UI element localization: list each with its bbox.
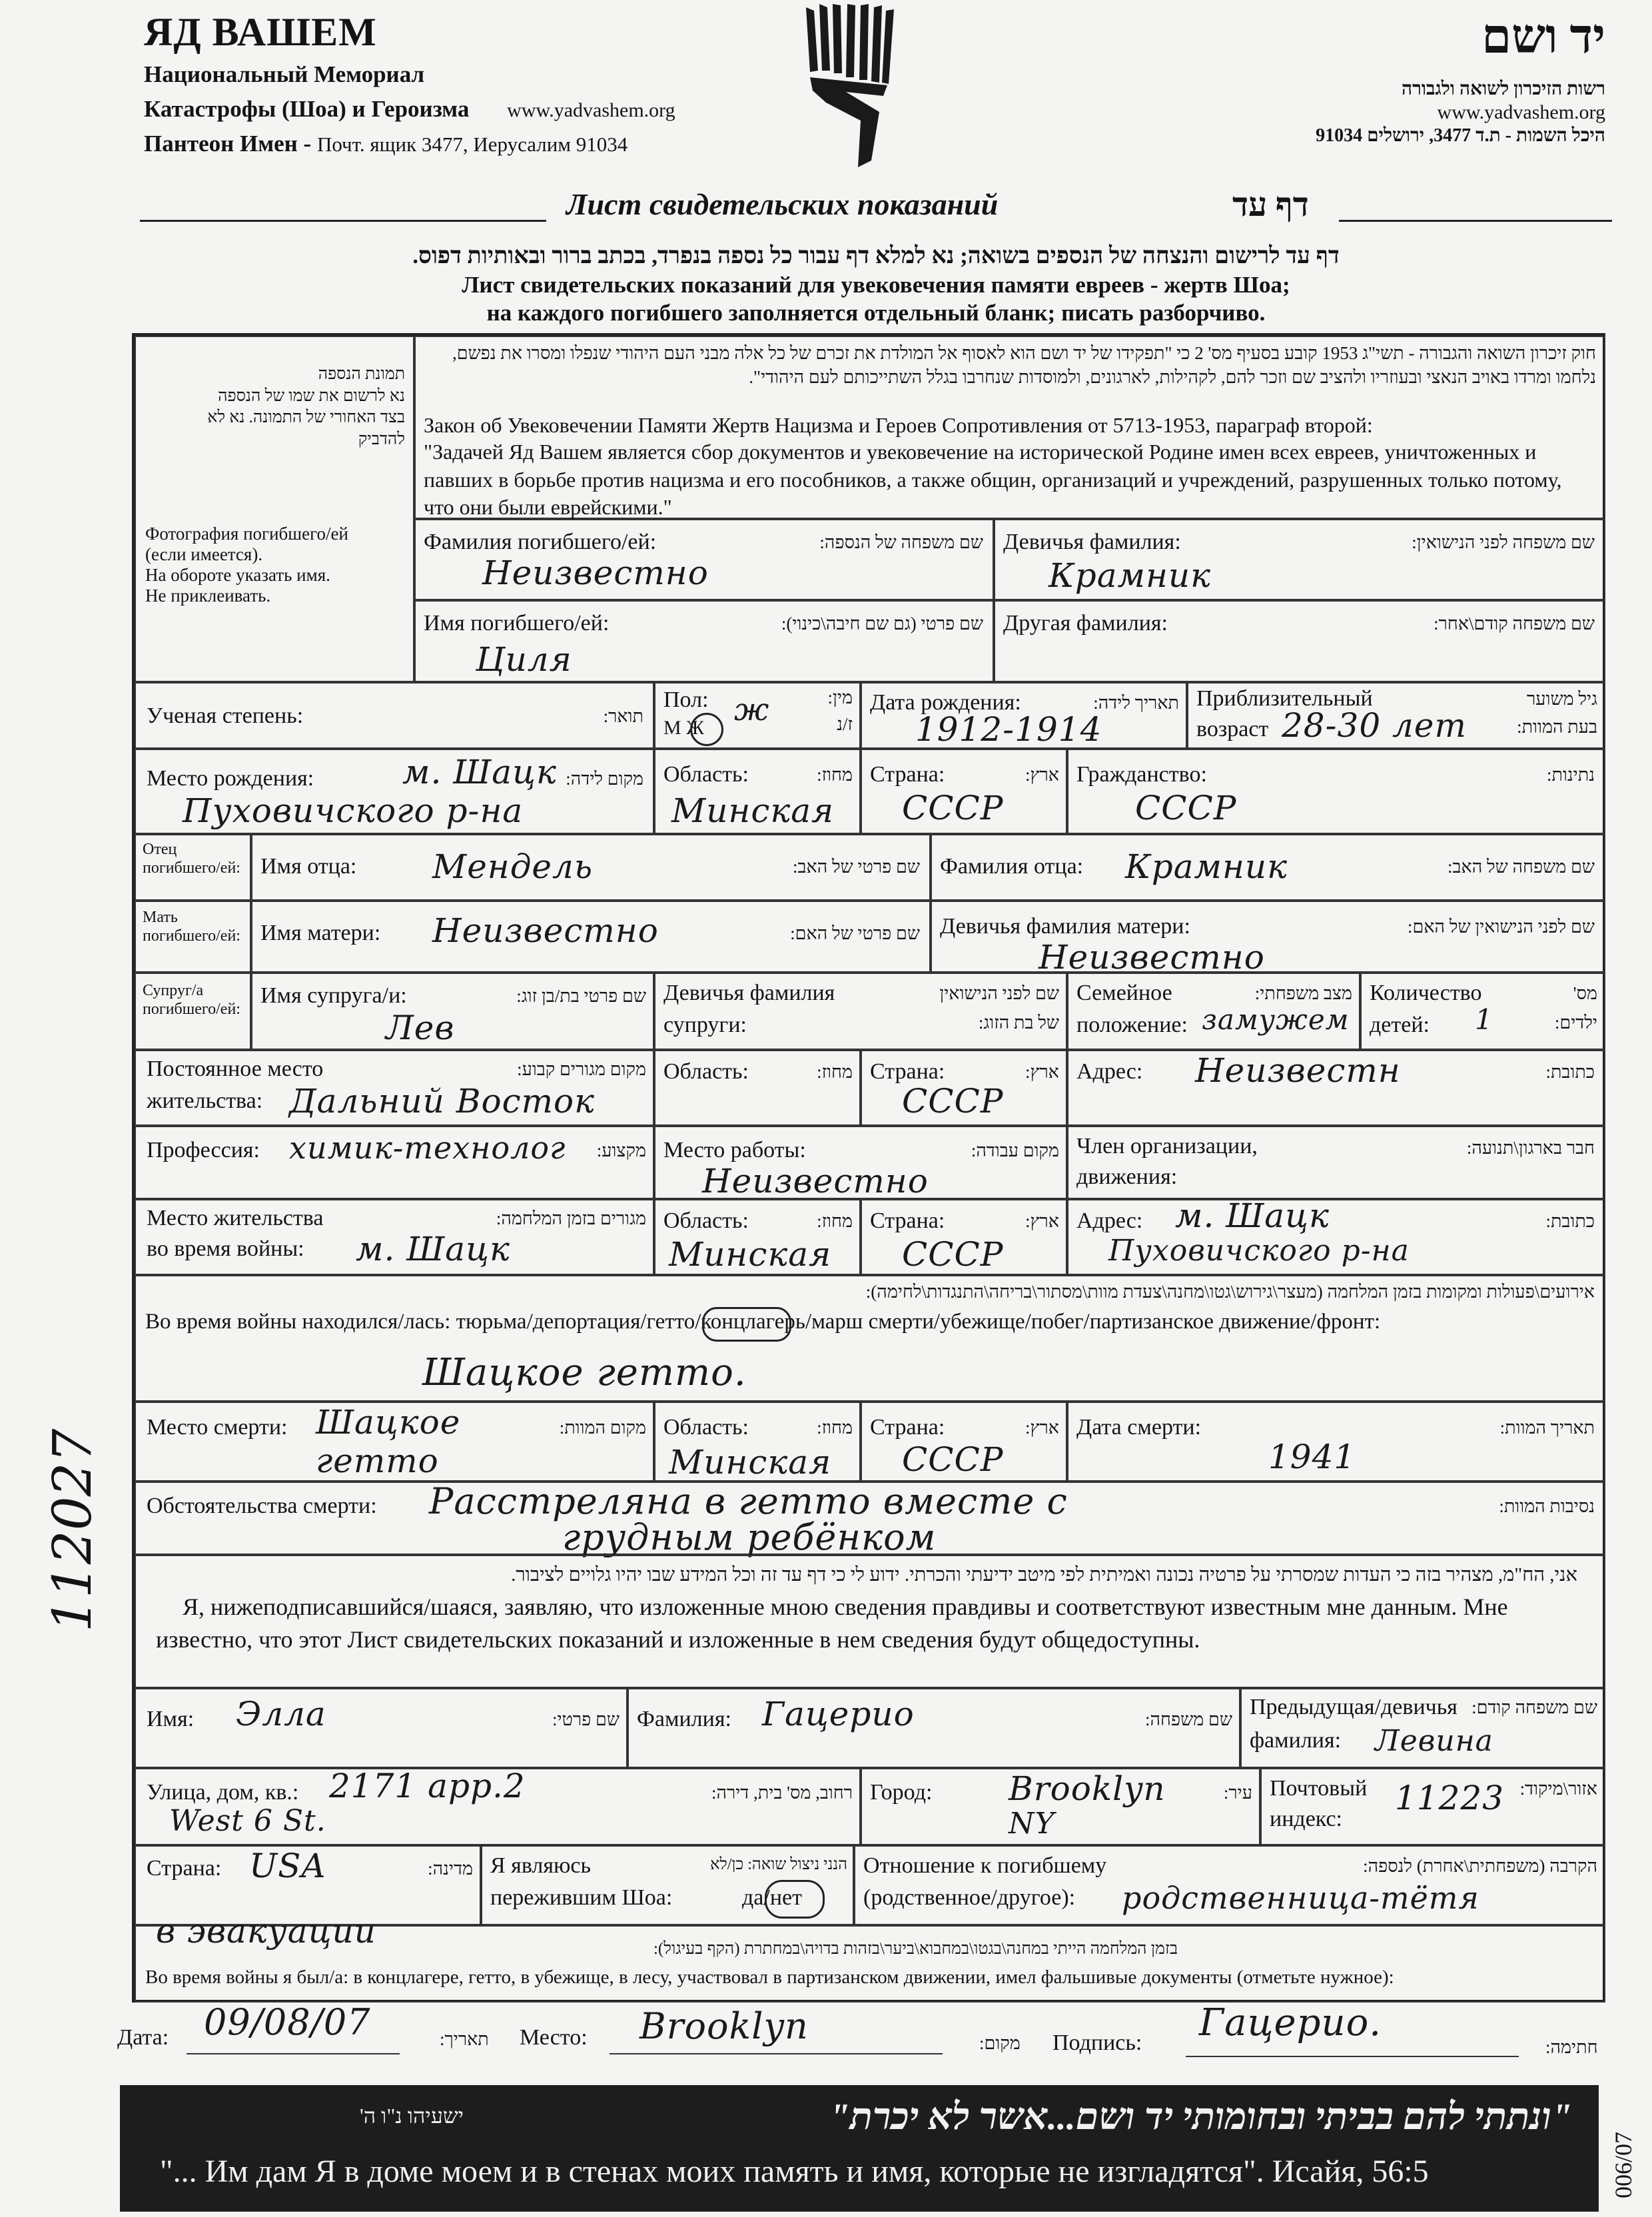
death-place-value2: гетто: [316, 1442, 439, 1480]
mother-name-value: Неизвестно: [432, 911, 659, 950]
submitter-city-value2: NY: [1009, 1807, 1055, 1841]
dob-label: Дата рождения:: [870, 690, 1021, 715]
spouse-name-label: Имя супруга/и:: [260, 983, 407, 1008]
war-address-value1: м. Шацк: [1175, 1196, 1330, 1235]
victim-maiden-label: Девичья фамилия:: [1003, 530, 1181, 554]
workplace-he: מקום עבודה:: [971, 1140, 1059, 1160]
mother-maiden-cell[interactable]: [931, 901, 1605, 977]
death-region-he: מחוז:: [817, 1418, 853, 1438]
submitter-prev-he: שם משפחה קודם:: [1471, 1697, 1597, 1717]
children-label2: детей:: [1370, 1013, 1430, 1037]
birthplace-region-he: מחוז:: [817, 765, 853, 785]
spouse-maiden-label2: супруги:: [663, 1013, 747, 1037]
victim-name-he: שם פרטי (גם שם חיבה\כינוי):: [781, 614, 983, 634]
submitter-city-value1: Brooklyn: [1009, 1769, 1166, 1808]
footer-sign-label: Подпись:: [1052, 2030, 1142, 2055]
submitter-name-he: שם פרטי:: [552, 1709, 620, 1729]
sex-selected-circle: [690, 713, 723, 746]
war-country-he: ארץ:: [1025, 1211, 1059, 1231]
birthplace-label: Место рождения:: [147, 766, 314, 791]
header-url: www.yadvashem.org: [507, 99, 675, 121]
death-circumstances-value2: грудным ребёнком: [562, 1516, 937, 1558]
war-address-label: Адрес:: [1076, 1208, 1143, 1233]
sheet-title: Лист свидетельских показаний: [566, 187, 999, 221]
submitter-name-label: Имя:: [147, 1707, 195, 1731]
photo-box-ru: Фотография погибшего/ей (если имеется). На обороте указать имя. Не приклеивать.: [145, 524, 348, 606]
father-side-text: Отец погибшего/ей:: [143, 841, 240, 877]
header-ru-line3: [144, 131, 627, 157]
citizenship-value: СССР: [1135, 789, 1237, 827]
instructions-ru1: Лист свидетельских показаний для увековечения памяти евреев - жертв Шоа;: [462, 272, 1290, 298]
death-place-value1: Шацкое: [316, 1403, 461, 1442]
header-ru-line2-text: Катастрофы (Шоа) и Героизма: [144, 96, 470, 122]
submitter-prev-cell[interactable]: [1240, 1688, 1605, 1768]
instructions-he: דף עד לרישום והנצחה של הנספים בשואה; נא למלא דף עבור כל נספה בנפרד, בכתב ברור ובאותיות דפוס.: [412, 242, 1340, 268]
quote-banner: [120, 2085, 1599, 2212]
victim-name-cell[interactable]: [414, 600, 994, 682]
victim-maiden-cell[interactable]: [994, 519, 1605, 600]
profession-cell[interactable]: [135, 1126, 654, 1199]
organization-cell[interactable]: [1067, 1126, 1605, 1199]
death-country-label: Страна:: [870, 1415, 945, 1440]
instructions-ru2: на каждого погибшего заполняется отдельный бланк; писать разборчиво.: [486, 300, 1266, 326]
header-he-line3: היכל השמות - ת.ד 3477, ירושלים 91034: [1316, 125, 1605, 146]
footer-sign-he: חתימה:: [1545, 2037, 1598, 2057]
submitter-zip-cell[interactable]: [1260, 1768, 1605, 1845]
header-he-line1: רשות הזיכרון לשואה ולגבורה: [1401, 79, 1605, 99]
death-circumstances-cell[interactable]: [135, 1480, 1605, 1558]
mother-maiden-label: Девичья фамилия матери:: [940, 914, 1190, 939]
footer-place-value[interactable]: Brooklyn: [639, 2005, 809, 2047]
father-name-value: Мендель: [432, 847, 594, 886]
residence-country-label: Страна:: [870, 1059, 945, 1084]
war-residence-cell[interactable]: [135, 1199, 654, 1275]
footer-sign-value[interactable]: Гацерио.: [1199, 2001, 1382, 2044]
war-events-ru: Во время войны находился/лась: тюрьма/депортация/гетто/концлагерь/марш смерти/убежище/побег/партизанское движение/фронт:: [145, 1310, 1381, 1334]
victim-name-value: Циля: [476, 640, 572, 679]
citizenship-he: נתינות:: [1547, 765, 1595, 785]
mother-maiden-he: שם לפני הנישואין של האם:: [1407, 917, 1595, 937]
residence-country-he: ארץ:: [1025, 1062, 1059, 1082]
submitter-street-value1: 2171 app.2: [329, 1767, 526, 1805]
submitter-surname-cell[interactable]: [627, 1688, 1240, 1768]
death-circumstances-he: נסיבות המוות:: [1499, 1496, 1595, 1516]
father-surname-cell[interactable]: [931, 834, 1605, 901]
death-place-cell[interactable]: [135, 1402, 654, 1482]
victim-maiden-value: Крамник: [1048, 556, 1211, 595]
age-label2: возраст: [1196, 717, 1269, 741]
age-label1: Приблизительный: [1196, 686, 1373, 711]
spouse-name-cell[interactable]: [251, 973, 654, 1050]
submitter-street-cell[interactable]: [135, 1768, 861, 1845]
residence-label1: Постоянное место: [147, 1057, 324, 1081]
residence-region-he: מחוז:: [817, 1062, 853, 1082]
title-rule-right: [1339, 220, 1612, 222]
residence-address-he: כתובת:: [1545, 1062, 1595, 1082]
header-ru-line2: [144, 96, 675, 123]
submitter-wartime-he: בזמן המלחמה הייתי במחנה\בגטו\במחבוא\ביער\בזהות בדויה\במחתרת (הקף בעיגול):: [653, 1940, 1178, 1958]
birthplace-region-value: Минская: [671, 791, 835, 830]
profession-label: Профессия:: [147, 1138, 260, 1162]
victim-other-he: שם משפחה קודם\אחר:: [1434, 614, 1595, 634]
war-residence-label2: во время войны:: [147, 1236, 304, 1261]
survivor-options: да/нет: [742, 1885, 802, 1910]
banner-ru: "... Им дам Я в доме моем и в стенах моих память и имя, которые не изгладятся". Исайя, 56:5: [160, 2154, 1429, 2189]
relation-label2: (родственное/другое):: [863, 1885, 1076, 1910]
header-ru-line1: Национальный Мемориал: [144, 61, 425, 87]
birthplace-value1: м. Шацк: [402, 753, 557, 791]
side-handwritten-number: 112027: [41, 1428, 103, 1632]
age-value: 28-30 лет: [1282, 706, 1467, 745]
dob-cell[interactable]: [861, 682, 1187, 749]
death-region-cell[interactable]: [654, 1402, 861, 1482]
survivor-label2: пережившим Шоа:: [490, 1885, 673, 1910]
organization-label1: Член организации,: [1076, 1134, 1258, 1158]
victim-surname-cell[interactable]: [414, 519, 994, 600]
submitter-city-cell[interactable]: [861, 1768, 1260, 1845]
age-cell[interactable]: [1187, 682, 1605, 749]
title-rule-left: [140, 220, 546, 222]
birthplace-country-he: ארץ:: [1025, 765, 1059, 785]
profession-value: химик-технолог: [289, 1130, 566, 1166]
war-country-cell[interactable]: [861, 1199, 1067, 1275]
victim-surname-he: שם משפחה של הנספה:: [819, 532, 983, 552]
degree-cell[interactable]: [135, 682, 654, 749]
declaration-he: אני, הח"מ, מצהיר בזה כי העדות שמסרתי על פרטיה נכונה ואמיתית לפי מיטב ידיעתי והכרתי. ידוע לי כי דף עד זה וכל המידע שבו יהיו גלויים לציבור.: [511, 1564, 1577, 1585]
war-residence-he: מגורים בזמן המלחמה:: [496, 1208, 646, 1228]
father-surname-value: Крамник: [1125, 847, 1288, 886]
submitter-surname-label: Фамилия:: [637, 1707, 731, 1731]
workplace-value: Неизвестно: [702, 1162, 929, 1200]
submitter-country-label: Страна:: [147, 1856, 222, 1881]
family-status-label1: Семейное: [1076, 981, 1172, 1005]
death-date-he: תאריך המוות:: [1499, 1418, 1595, 1438]
war-country-value: СССР: [902, 1235, 1004, 1274]
death-country-value: СССР: [902, 1440, 1004, 1479]
photo-box[interactable]: [135, 336, 414, 682]
father-name-he: שם פרטי של האב:: [792, 857, 920, 877]
organization-he: חבר בארגון\תנועה:: [1466, 1138, 1595, 1158]
footer-date-value[interactable]: 09/08/07: [204, 2001, 371, 2043]
war-region-value: Минская: [669, 1235, 832, 1274]
residence-he: מקום מגורים קבוע:: [517, 1059, 646, 1079]
spouse-name-value: Лев: [386, 1009, 455, 1047]
death-country-cell[interactable]: [861, 1402, 1067, 1482]
declaration-box: [135, 1555, 1605, 1688]
banner-he: "ונתתי להם בביתי ובחומותי יד ושם...אשר לא יכרת": [829, 2096, 1572, 2138]
submitter-prev-label1: Предыдущая/девичья: [1250, 1695, 1457, 1719]
sex-options: М Ж: [663, 717, 705, 739]
spouse-maiden-cell[interactable]: [654, 973, 1067, 1050]
footer-sign-line: [1186, 2056, 1519, 2057]
birthplace-country-cell[interactable]: [861, 749, 1067, 834]
mother-maiden-value: Неизвестно: [1038, 938, 1265, 977]
birthplace-region-cell[interactable]: [654, 749, 861, 834]
residence-country-value: СССР: [902, 1082, 1004, 1120]
submitter-street-he: רחוב, מס' בית, דירה:: [711, 1783, 853, 1803]
spouse-side-label: [135, 973, 251, 1050]
victim-other-label: Другая фамилия:: [1003, 611, 1168, 636]
photo-box-he: תמונת הנספה נא לרשום את שמו של הנספה בצד האחורי של התמונה. נא לא להדביק: [207, 365, 405, 448]
war-residence-label1: Место жительства: [147, 1206, 324, 1230]
footer-place-label: Место:: [520, 2025, 588, 2050]
war-address-he: כתובת:: [1545, 1211, 1595, 1231]
death-date-cell[interactable]: [1067, 1402, 1605, 1482]
death-date-value: 1941: [1268, 1438, 1356, 1476]
header-he-title: יד ושם: [1481, 10, 1605, 63]
mother-side-label: [135, 901, 251, 973]
war-region-he: מחוז:: [817, 1211, 853, 1231]
residence-region-cell[interactable]: [654, 1050, 861, 1126]
residence-cell[interactable]: [135, 1050, 654, 1126]
relation-he: הקרבה (משפחתית\אחרת) לנספה:: [1363, 1856, 1597, 1876]
residence-address-value: Неизвестн: [1195, 1051, 1401, 1090]
degree-label: Ученая степень:: [147, 703, 304, 728]
death-region-value: Минская: [669, 1443, 832, 1482]
submitter-street-label: Улица, дом, кв.:: [147, 1780, 299, 1805]
citizenship-label: Гражданство:: [1076, 762, 1207, 787]
residence-country-cell[interactable]: [861, 1050, 1067, 1126]
header-ru-line3-bold: Пантеон Имен -: [144, 131, 312, 157]
death-date-label: Дата смерти:: [1076, 1415, 1202, 1440]
submitter-zip-he: אזור\מיקוד:: [1519, 1779, 1597, 1799]
victim-surname-value: Неизвестно: [482, 554, 709, 592]
header-ru-line3-rest: Почт. ящик 3477, Иерусалим 91034: [316, 133, 628, 156]
sex-he: מין:: [827, 687, 853, 707]
sex-he-options: ז/נ: [837, 714, 853, 734]
law-box: [414, 336, 1605, 519]
war-events-value: Шацкое гетто.: [422, 1351, 747, 1394]
sheet-title-row: [140, 180, 1612, 233]
residence-address-label: Адрес:: [1076, 1059, 1143, 1084]
sex-cell[interactable]: [654, 682, 861, 749]
birthplace-value2: Пуховичского р-на: [183, 791, 524, 830]
header-ru-title: ЯД ВАШЕМ: [144, 10, 377, 54]
birthplace-country-value: СССР: [902, 789, 1004, 827]
mother-name-label: Имя матери:: [260, 921, 381, 945]
profession-he: מקצוע:: [596, 1140, 646, 1160]
dob-he: תאריך לידה:: [1093, 693, 1179, 713]
mother-name-he: שם פרטי של האם:: [790, 923, 920, 943]
submitter-evacuation-value: в эвакуации: [156, 1912, 376, 1951]
spouse-maiden-label1: Девичья фамилия: [663, 981, 835, 1005]
submitter-surname-he: שם משפחה:: [1145, 1709, 1232, 1729]
war-address-value2: Пуховичского р-на: [1108, 1234, 1410, 1268]
relation-cell[interactable]: [854, 1845, 1605, 1925]
victim-surname-label: Фамилия погибшего/ей:: [424, 530, 657, 554]
children-cell[interactable]: [1360, 973, 1605, 1050]
birthplace-he: מקום לידה:: [566, 769, 643, 789]
workplace-cell[interactable]: [654, 1126, 1067, 1199]
testimony-form: [132, 333, 1605, 2002]
war-region-cell[interactable]: [654, 1199, 861, 1275]
residence-address-cell[interactable]: [1067, 1050, 1605, 1126]
dob-value: 1912-1914: [915, 710, 1102, 749]
organization-label2: движения:: [1076, 1164, 1178, 1189]
father-surname-label: Фамилия отца:: [940, 854, 1084, 879]
mother-name-cell[interactable]: [251, 901, 931, 973]
degree-he: תואר:: [603, 706, 643, 726]
birthplace-region-label: Область:: [663, 762, 749, 787]
death-circumstances-value1: Расстреляна в гетто вместе с: [429, 1480, 1068, 1522]
survivor-cell[interactable]: [481, 1845, 854, 1925]
children-he2: ילדים:: [1554, 1013, 1597, 1033]
father-name-cell[interactable]: [251, 834, 931, 901]
submitter-city-label: Город:: [870, 1780, 933, 1805]
children-he1: מס': [1573, 983, 1597, 1003]
spouse-maiden-he2: של בת הזוג:: [978, 1013, 1059, 1033]
age-he1: גיל משוער: [1527, 689, 1597, 709]
footer-date-label: Дата:: [117, 2025, 169, 2050]
victim-maiden-he: שם משפחה לפני הנישואין:: [1412, 532, 1595, 552]
submitter-prev-label2: фамилия:: [1250, 1728, 1342, 1753]
age-he2: בעת המוות:: [1517, 717, 1597, 737]
survivor-he: הנני ניצול שואה: כן/לא: [710, 1856, 847, 1873]
war-region-label: Область:: [663, 1208, 749, 1233]
children-label1: Количество: [1370, 981, 1482, 1005]
family-status-cell[interactable]: [1067, 973, 1360, 1050]
law-ru-title: Закон об Увековечении Памяти Жертв Нацизма и Героев Сопротивления от 5713-1953, параграф второй:: [424, 413, 1373, 437]
spouse-maiden-he1: שם לפני הנישואין: [939, 983, 1059, 1003]
law-ru-body: "Задачей Яд Вашем является сбор документов и увековечение на исторической Родине имен всех евреев, уничтоженных и павших в борьбе против нацизма и его пособников, а также общин, организаций и учреждений, разрушенных только потому, что они были еврейскими.": [424, 440, 1562, 520]
victim-name-label: Имя погибшего/ей:: [424, 611, 610, 636]
children-value: 1: [1475, 1003, 1493, 1036]
survivor-no-circle: [765, 1880, 825, 1919]
family-status-value: замужем: [1202, 1003, 1350, 1036]
family-status-label2: положение:: [1076, 1013, 1188, 1037]
death-place-he: מקום המוות:: [559, 1418, 646, 1438]
header-he-url: www.yadvashem.org: [1437, 101, 1605, 123]
father-surname-he: שם משפחה של האב:: [1447, 857, 1595, 877]
submitter-zip-value: 11223: [1395, 1779, 1505, 1817]
submitter-country-value: USA: [249, 1847, 326, 1885]
mother-side-text: Мать погибшего/ей:: [143, 909, 240, 945]
ghetto-selected-circle: [702, 1307, 791, 1342]
death-circumstances-label: Обстоятельства смерти:: [147, 1494, 377, 1518]
sex-value: ж: [734, 691, 770, 727]
spouse-side-text: Супруг/а погибшего/ей:: [143, 982, 240, 1018]
submitter-country-he: מדינה:: [428, 1859, 473, 1879]
submitter-surname-value: Гацерио: [762, 1695, 915, 1733]
spouse-name-he: שם פרטי בת/בן זוג:: [516, 986, 646, 1006]
residence-region-label: Область:: [663, 1059, 749, 1084]
sex-label: Пол:: [663, 687, 709, 712]
residence-label2: жительства:: [147, 1089, 263, 1113]
workplace-label: Место работы:: [663, 1138, 806, 1162]
war-events-he: אירועים\פעולות ומקומות בזמן המלחמה (מעצר\גירוש\גטו\מחנה\צעדת מוות\מסתור\בריחה\התנגדות\לחימה):: [865, 1282, 1595, 1302]
submitter-name-cell[interactable]: [135, 1688, 627, 1768]
birthplace-cell[interactable]: [135, 749, 654, 834]
relation-label1: Отношение к погибшему: [863, 1853, 1107, 1878]
submitter-city-he: עיר:: [1223, 1783, 1252, 1803]
war-residence-value: м. Шацк: [356, 1230, 510, 1268]
submitter-prev-value: Левина: [1375, 1724, 1493, 1758]
submitter-wartime-ru: Во время войны я был/а: в концлагере, гетто, в убежище, в лесу, участвовал в партизанском движении, имел фальшивые документы (отметьте нужное):: [145, 1967, 1394, 1988]
sheet-title-he: דף עד: [1232, 186, 1309, 223]
law-he: חוק זיכרון השואה והגבורה - תשי"ג 1953 קובע בסעיף מס' 2 כי "תפקידו של יד ושם הוא לאסוף אל המולדת את זכרם של כל אלה מבני העם היהודי שנפלו ומסרו את נפשם, נלחמו ומרדו באויב הנאצי ובעוזריו ולהציב שם וזכר להם, לקהילות, לארגונים, ולמוסדות שנחרבו בגלל השתייכותם לעם היהודי".: [452, 343, 1596, 388]
submitter-name-value: Элла: [236, 1695, 326, 1733]
father-name-label: Имя отца:: [260, 854, 357, 879]
death-region-label: Область:: [663, 1415, 749, 1440]
banner-he-ref: ישעיהו נ"ו ה': [360, 2104, 464, 2128]
victim-other-surname-cell[interactable]: [994, 600, 1605, 682]
war-country-label: Страна:: [870, 1208, 945, 1233]
form-code: 006/07: [1610, 2131, 1637, 2198]
yad-vashem-logo-icon: [799, 4, 899, 171]
war-address-cell[interactable]: [1067, 1196, 1605, 1275]
father-side-label: [135, 834, 251, 901]
footer-date-he: תאריך:: [440, 2029, 489, 2049]
death-place-label: Место смерти:: [147, 1415, 288, 1440]
submitter-wartime-cell[interactable]: [135, 1912, 1605, 2002]
declaration-ru: Я, нижеподписавшийся/шаяся, заявляю, что изложенные мною сведения правдивы и соответствуют известным мне данным. Мне известно, что этот Лист свидетельских показаний и изложенные в нем сведения будут общедоступны.: [156, 1593, 1508, 1653]
residence-value: Дальний Восток: [289, 1082, 595, 1120]
death-country-he: ארץ:: [1025, 1418, 1059, 1438]
war-events-cell[interactable]: [135, 1275, 1605, 1402]
submitter-zip-label2: индекс:: [1270, 1807, 1342, 1831]
submitter-zip-label1: Почтовый: [1270, 1776, 1368, 1801]
birthplace-country-label: Страна:: [870, 762, 945, 787]
footer-place-he: מקום:: [979, 2033, 1021, 2053]
citizenship-cell[interactable]: [1067, 749, 1605, 834]
family-status-he: מצב משפחתי:: [1254, 983, 1352, 1003]
footer-place-line: [610, 2053, 943, 2054]
footer-date-line: [187, 2053, 400, 2054]
survivor-label1: Я являюсь: [490, 1853, 592, 1878]
submitter-street-value2: West 6 St.: [169, 1804, 326, 1838]
relation-value: родственница-тётя: [1122, 1880, 1479, 1916]
